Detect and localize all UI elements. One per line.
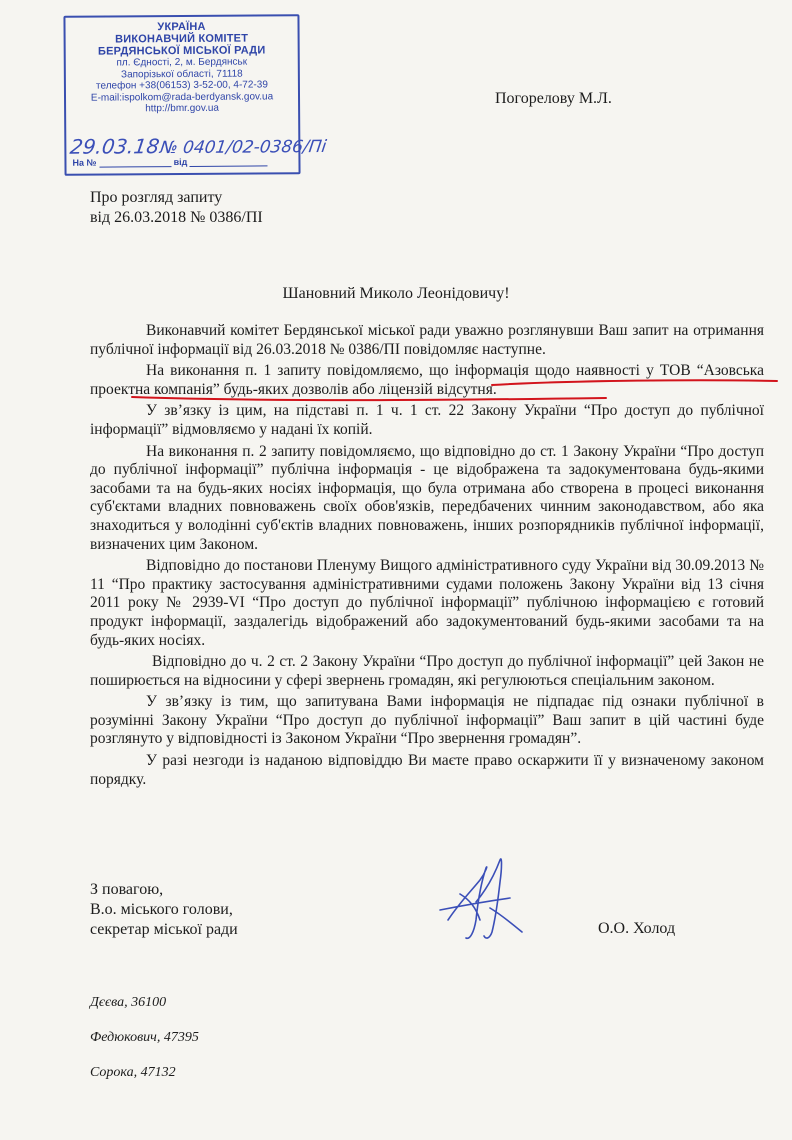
paragraph-item1-end: . (492, 380, 497, 398)
stamp-from-blank (190, 156, 268, 167)
stamp-website: http://bmr.gov.ua (145, 102, 220, 115)
paragraph-item1-start: На виконання п. 1 запиту повідомляємо, що (146, 362, 455, 380)
handwritten-signature (430, 850, 540, 945)
official-stamp (63, 14, 328, 176)
stamp-org-line2: БЕРДЯНСЬКОЇ МІСЬКОЇ РАДИ (97, 44, 266, 58)
salutation: Шановний Миколо Леонідовичу! (282, 285, 510, 302)
letter-body (90, 322, 764, 789)
paragraph-appeal-right: У разі незгоди із наданою відповіддю Ви маєте право оскаржити її у визначеному законом порядку. (90, 752, 764, 788)
subject-reference: від 26.03.2018 № 0386/ПІ (90, 209, 263, 226)
paragraph-appeals-law: У зв’язку із тим, що запитувана Вами інформація не підпадає під ознаки публічної в розумінні Закону України “Про доступ до публічної інформації” Ваш запит в цій частині буде розглянуто у відповідності із Законом України “Про звернення громадян”. (90, 693, 764, 748)
stamp-handwritten-date: 29.03.18 (68, 134, 161, 159)
closing-position2: секретар міської ради (90, 921, 238, 938)
closing-block (90, 880, 238, 940)
stamp-email: E-mail:ispolkom@rada-berdyansk.gov.ua (90, 90, 274, 104)
stamp-country: УКРАЇНА (157, 20, 206, 34)
executor-line: Сорока, 47132 (90, 1065, 176, 1080)
stamp-reference-row (72, 156, 294, 168)
stamp-phone: телефон +38(06153) 3-52-00, 4-72-39 (95, 79, 268, 92)
paragraph-refusal: У зв’язку із цим, на підставі п. 1 ч. 1 ст. 22 Закону України “Про доступ до публічної інформації” відмовляємо у надані їх копій. (90, 402, 764, 438)
subject-block (90, 188, 263, 228)
addressee: Погорелову М.Л. (495, 90, 612, 107)
paragraph-item2: На виконання п. 2 запиту повідомляємо, що відповідно до ст. 1 Закону України “Про доступ до публічної інформації” публічна інформація - це відображена та задокументована будь-якими засобами та на будь-яких носіях інформація, що була отримана або створена в процесі виконання суб'єктами владних повноважень своїх обов'язків, передбачених чинним законодавством, або яка знаходиться у володінні суб'єктів владних повноважень, інших розпорядників публічної інформації, визначених цим Законом. (90, 442, 764, 553)
stamp-address: пл. Єдності, 2, м. Бердянськ (116, 56, 248, 69)
stamp-handwritten-number: № 0401/02-0386/Пі (158, 137, 328, 159)
paragraph-law-scope: Відповідно до ч. 2 ст. 2 Закону України “Про доступ до публічної інформації” цей Закон не поширюється на відносини у сфері звернень громадян, які регулюються спеціальним законом. (90, 653, 764, 689)
subject-line: Про розгляд запиту (90, 189, 223, 206)
signer-name: О.О. Холод (598, 920, 676, 937)
paragraph-item1 (90, 362, 764, 399)
paragraph-court-ruling: Відповідно до постанови Пленуму Вищого адміністративного суду України від 30.09.2013 № 11 “Про практику застосування адміністративними судами положень Закону України від 13 січня 2011 року № 2939-VI “Про доступ до публічної інформації” публічною інформацією є готовий продукт інформації, заздалегідь відображений або задокументований будь-якими засобами та на будь-яких носіях. (90, 557, 764, 649)
closing-position1: В.о. міського голови, (90, 901, 233, 918)
stamp-from-label: від (173, 156, 188, 168)
executor-line: Федюкович, 47395 (90, 1030, 199, 1045)
stamp-region: Запорізької області, 71118 (120, 68, 243, 80)
stamp-no-blank (99, 157, 171, 168)
stamp-no-label: На № (72, 157, 97, 168)
closing-regards: З повагою, (90, 881, 164, 898)
highlighted-statement: інформація щодо наявності у ТОВ “Азовська проектна компанія” будь-яких дозволів або ліцензій відсутня (90, 362, 764, 398)
stamp-org-line1: ВИКОНАВЧИЙ КОМІТЕТ (115, 32, 249, 46)
paragraph-intro: Виконавчий комітет Бердянської міської ради уважно розглянувши Ваш запит на отримання публічної інформації від 26.03.2018 № 0386/ПІ повідомляє наступне. (90, 322, 764, 358)
executor-line: Дєєва, 36100 (90, 995, 167, 1010)
